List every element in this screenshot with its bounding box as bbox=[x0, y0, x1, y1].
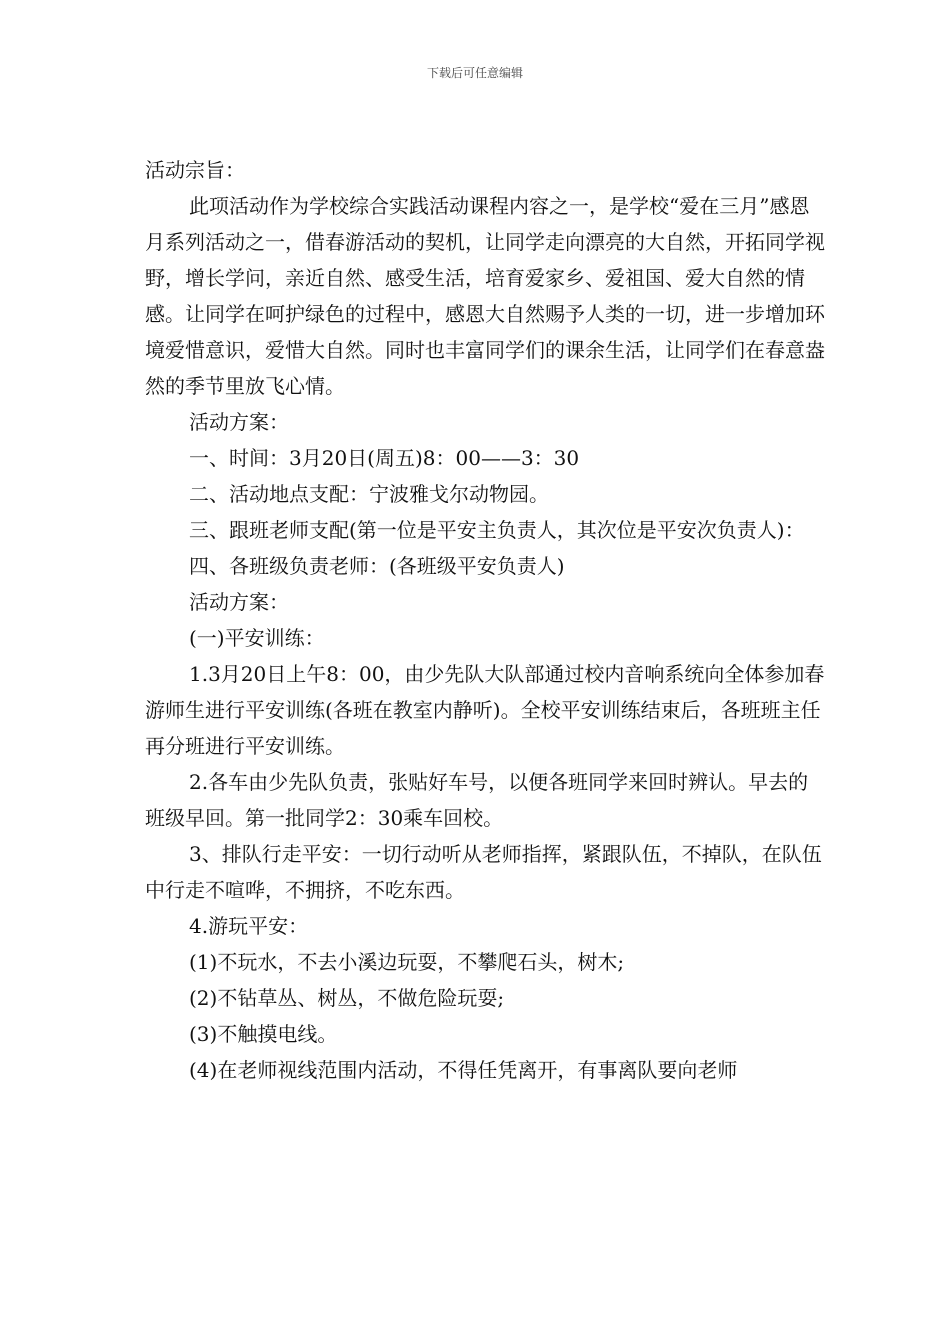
page-header-note: 下载后可任意编辑 bbox=[426, 66, 523, 80]
paragraph-item-4: 4.游玩平安： bbox=[189, 914, 309, 938]
paragraph-class-teachers: 四、各班级负责老师：(各班级平安负责人) bbox=[189, 554, 565, 578]
paragraph-teachers: 三、跟班老师支配(第一位是平安主负责人，其次位是平安次负责人)： bbox=[189, 518, 805, 542]
paragraph-time: 一、时间：3月20日(周五)8：00——3：30 bbox=[189, 446, 580, 470]
paragraph-subitem-2: (2)不钻草丛、树丛，不做危险玩耍; bbox=[189, 986, 505, 1010]
paragraph-item-2: 2.各车由少先队负责，张贴好车号，以便各班同学来回时辨认。早去的班级早回。第一批同学2：30乘车回校。 bbox=[145, 770, 809, 830]
document-body bbox=[145, 152, 825, 1088]
paragraph-item-1: 1.3月20日上午8：00，由少先队大队部通过校内音响系统向全体参加春游师生进行平安训练(各班在教室内静听)。全校平安训练结束后，各班班主任再分班进行平安训练。 bbox=[145, 662, 825, 758]
section-heading-purpose: 活动宗旨： bbox=[145, 158, 245, 182]
paragraph-subitem-1: (1)不玩水，不去小溪边玩耍，不攀爬石头，树木; bbox=[189, 950, 625, 974]
paragraph-purpose: 此项活动作为学校综合实践活动课程内容之一，是学校“爱在三月”感恩月系列活动之一，借春游活动的契机，让同学走向漂亮的大自然，开拓同学视野，增长学问，亲近自然、感受生活，培育爱家乡、爱祖国、爱大自然的情感。让同学在呵护绿色的过程中，感恩大自然赐予人类的一切，进一步增加环境爱惜意识，爱惜大自然。同时也丰富同学们的课余生活，让同学们在春意盎然的季节里放飞心情。 bbox=[145, 194, 825, 398]
paragraph-subitem-3: (3)不触摸电线。 bbox=[189, 1022, 338, 1046]
paragraph-subitem-4: (4)在老师视线范围内活动，不得任凭离开，有事离队要向老师 bbox=[189, 1058, 738, 1082]
paragraph-plan-label: 活动方案： bbox=[189, 410, 289, 434]
paragraph-location: 二、活动地点支配：宁波雅戈尔动物园。 bbox=[189, 482, 549, 506]
paragraph-plan-label-2: 活动方案： bbox=[189, 590, 289, 614]
paragraph-item-3: 3、排队行走平安：一切行动听从老师指挥，紧跟队伍，不掉队，在队伍中行走不喧哗，不拥挤，不吃东西。 bbox=[145, 842, 822, 902]
paragraph-safety-training: (一)平安训练： bbox=[189, 626, 325, 650]
